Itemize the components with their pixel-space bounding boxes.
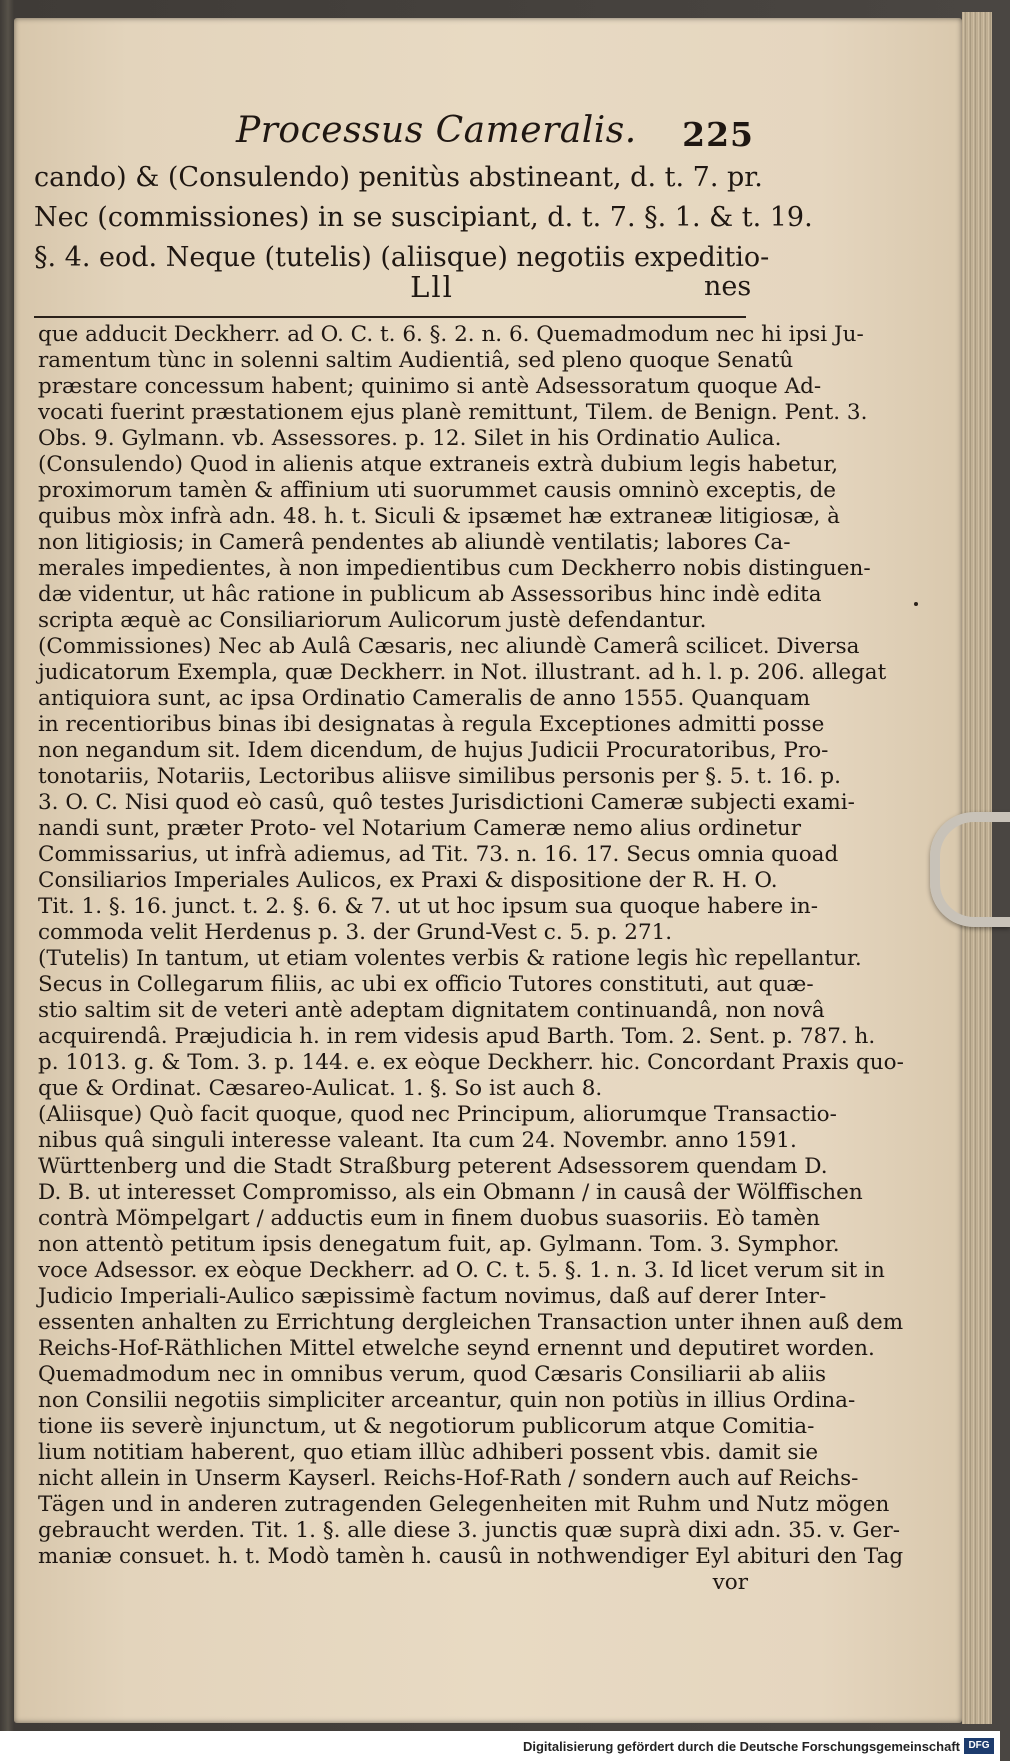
text-line: acquirendâ. Præjudicia h. in rem videsis apud Barth. Tom. 2. Sent. p. 787. h. bbox=[38, 1024, 876, 1049]
top-line: cando) & (Consulendo) penitùs abstineant, d. t. 7. pr. bbox=[34, 162, 763, 193]
text-line: non Consilii negotiis simpliciter arceantur, quin non potiùs in illius Ordina- bbox=[38, 1388, 856, 1413]
dfg-logo-icon: DFG bbox=[964, 1738, 994, 1754]
text-line: Commissarius, ut infrà adiemus, ad Tit. 73. n. 16. 17. Secus omnia quoad bbox=[38, 842, 839, 867]
text-line: p. 1013. g. & Tom. 3. p. 144. e. ex eòque Deckherr. hic. Concordant Praxis quo- bbox=[38, 1050, 904, 1075]
text-line: Consiliarios Imperiales Aulicos, ex Praxi & dispositione der R. H. O. bbox=[38, 868, 778, 893]
running-head: Processus Cameralis. bbox=[236, 110, 637, 151]
text-line: D. B. ut interesset Compromisso, als ein Obmann / in causâ der Wölffischen bbox=[38, 1180, 863, 1205]
text-line: voce Adsessor. ex eòque Deckherr. ad O. C. t. 5. §. 1. n. 3. Id licet verum sit in bbox=[38, 1258, 885, 1283]
text-line: tione iis severè injunctum, ut & negotiorum publicorum atque Comitia- bbox=[38, 1414, 815, 1439]
text-line: vocati fuerint præstationem ejus planè remittunt, Tilem. de Benign. Pent. 3. bbox=[38, 400, 868, 425]
text-line: Württenberg und die Stadt Straßburg peterent Adsessorem quendam D. bbox=[38, 1154, 828, 1179]
text-line: ramentum tùnc in solenni saltim Audientiâ, sed pleno quoque Senatû bbox=[38, 348, 794, 373]
text-line: (Tutelis) In tantum, ut etiam volentes verbis & ratione legis hìc repellantur. bbox=[38, 946, 862, 971]
text-line: gebraucht werden. Tit. 1. §. alle diese 3. junctis quæ suprà dixi adn. 35. v. Ger- bbox=[38, 1518, 900, 1543]
text-line: (Commissiones) Nec ab Aulâ Cæsaris, nec aliundè Camerâ scilicet. Diversa bbox=[38, 634, 860, 659]
ink-speck bbox=[914, 602, 918, 606]
text-line: non litigiosis; in Camerâ pendentes ab aliundè ventilatis; labores Ca- bbox=[38, 530, 791, 555]
text-line: (Aliisque) Quò facit quoque, quod nec Principum, aliorumque Transactio- bbox=[38, 1102, 837, 1127]
text-line: contrà Mömpelgart / adductis eum in finem duobus suasoriis. Eò tamèn bbox=[38, 1206, 820, 1231]
text-line: nibus quâ singuli interesse valeant. Ita cum 24. Novembr. anno 1591. bbox=[38, 1128, 797, 1153]
top-line: Nec (commissiones) in se suscipiant, d. t. 7. §. 1. & t. 19. bbox=[34, 202, 813, 233]
text-line: lium notitiam haberent, quo etiam illùc adhiberi possent vbis. damit sie bbox=[38, 1440, 819, 1465]
text-line: nicht allein in Unserm Kayserl. Reichs-Hof-Rath / sondern auch auf Reichs- bbox=[38, 1466, 859, 1491]
text-line: in recentioribus binas ibi designatas à regula Exceptiones admitti posse bbox=[38, 712, 825, 737]
text-line: 3. O. C. Nisi quod eò casû, quô testes Jurisdictioni Cameræ subjecti exami- bbox=[38, 790, 855, 815]
text-line: vor bbox=[712, 1570, 748, 1595]
text-line: Obs. 9. Gylmann. vb. Assessores. p. 12. Silet in his Ordinatio Aulica. bbox=[38, 426, 782, 451]
text-line: Reichs-Hof-Räthlichen Mittel etwelche seynd ernennt und deputiret worden. bbox=[38, 1336, 875, 1361]
text-line: (Consulendo) Quod in alienis atque extraneis extrà dubium legis habetur, bbox=[38, 452, 839, 477]
text-line: nandi sunt, præter Proto- vel Notarium Cameræ nemo alius ordinetur bbox=[38, 816, 802, 841]
divider-rule bbox=[34, 316, 746, 318]
page-number: 225 bbox=[682, 115, 754, 154]
text-line: Quemadmodum nec in omnibus verum, quod Cæsaris Consiliarii ab aliis bbox=[38, 1362, 827, 1387]
text-line: judicatorum Exempla, quæ Deckherr. in Not. illustrant. ad h. l. p. 206. allegat bbox=[38, 660, 887, 685]
text-line: Tägen und in anderen zutragenden Gelegenheiten mit Ruhm und Nutz mögen bbox=[38, 1492, 890, 1517]
text-line: proximorum tamèn & affinium uti suorummet causis omninò exceptis, de bbox=[38, 478, 837, 503]
text-line: præstare concessum habent; quinimo si antè Adsessoratum quoque Ad- bbox=[38, 374, 822, 399]
text-line: antiquiora sunt, ac ipsa Ordinatio Cameralis de anno 1555. Quanquam bbox=[38, 686, 811, 711]
footer-credit: Digitalisierung gefördert durch die Deutsche Forschungsgemeinschaft bbox=[522, 1739, 960, 1754]
text-line: non attentò petitum ipsis denegatum fuit, ap. Gylmann. Tom. 3. Symphor. bbox=[38, 1232, 840, 1257]
text-line: non negandum sit. Idem dicendum, de hujus Judicii Procuratoribus, Pro- bbox=[38, 738, 829, 763]
text-line: merales impedientes, à non impedientibus cum Deckherro nobis distinguen- bbox=[38, 556, 871, 581]
text-line: Judicio Imperiali-Aulico sæpissimè factum novimus, daß auf derer Inter- bbox=[38, 1284, 827, 1309]
text-line: maniæ consuet. h. t. Modò tamèn h. causû in nothwendiger Eyl abituri den Tag bbox=[38, 1544, 904, 1569]
text-line: stio saltim sit de veteri antè adeptam dignitatem continuandâ, non novâ bbox=[38, 998, 825, 1023]
text-line: essenten anhalten zu Errichtung dergleichen Transaction unter ihnen auß dem bbox=[38, 1310, 904, 1335]
text-line: Tit. 1. §. 16. junct. t. 2. §. 6. & 7. ut ut hoc ipsum sua quoque habere in- bbox=[38, 894, 819, 919]
text-line: que adducit Deckherr. ad O. C. t. 6. §. 2. n. 6. Quemadmodum nec hi ipsi Ju- bbox=[38, 322, 864, 347]
annotation-body bbox=[38, 322, 904, 1596]
bookmark-ribbon bbox=[930, 812, 1010, 927]
text-line: scripta æquè ac Consiliariorum Aulicorum justè defendantur. bbox=[38, 608, 707, 633]
text-line: tonotariis, Notariis, Lectoribus aliisve similibus personis per §. 5. t. 16. p. bbox=[38, 764, 841, 789]
text-line: commoda velit Herdenus p. 3. der Grund-Vest c. 5. p. 271. bbox=[38, 920, 673, 945]
top-line: §. 4. eod. Neque (tutelis) (aliisque) negotiis expeditio- bbox=[34, 242, 770, 273]
footer-bar bbox=[0, 1731, 1000, 1761]
book-page bbox=[14, 18, 962, 1723]
text-line: dæ videntur, ut hâc ratione in publicum ab Assessoribus hinc indè edita bbox=[38, 582, 822, 607]
text-line: quibus mòx infrà adn. 48. h. t. Siculi & ipsæmet hæ extraneæ litigiosæ, à bbox=[38, 504, 840, 529]
text-line: Secus in Collegarum filiis, ac ubi ex officio Tutores constituti, aut quæ- bbox=[38, 972, 814, 997]
signature-mark: Lll bbox=[410, 270, 454, 304]
text-line: que & Ordinat. Cæsareo-Aulicat. 1. §. So ist auch 8. bbox=[38, 1076, 603, 1101]
catchword: nes bbox=[704, 271, 752, 302]
